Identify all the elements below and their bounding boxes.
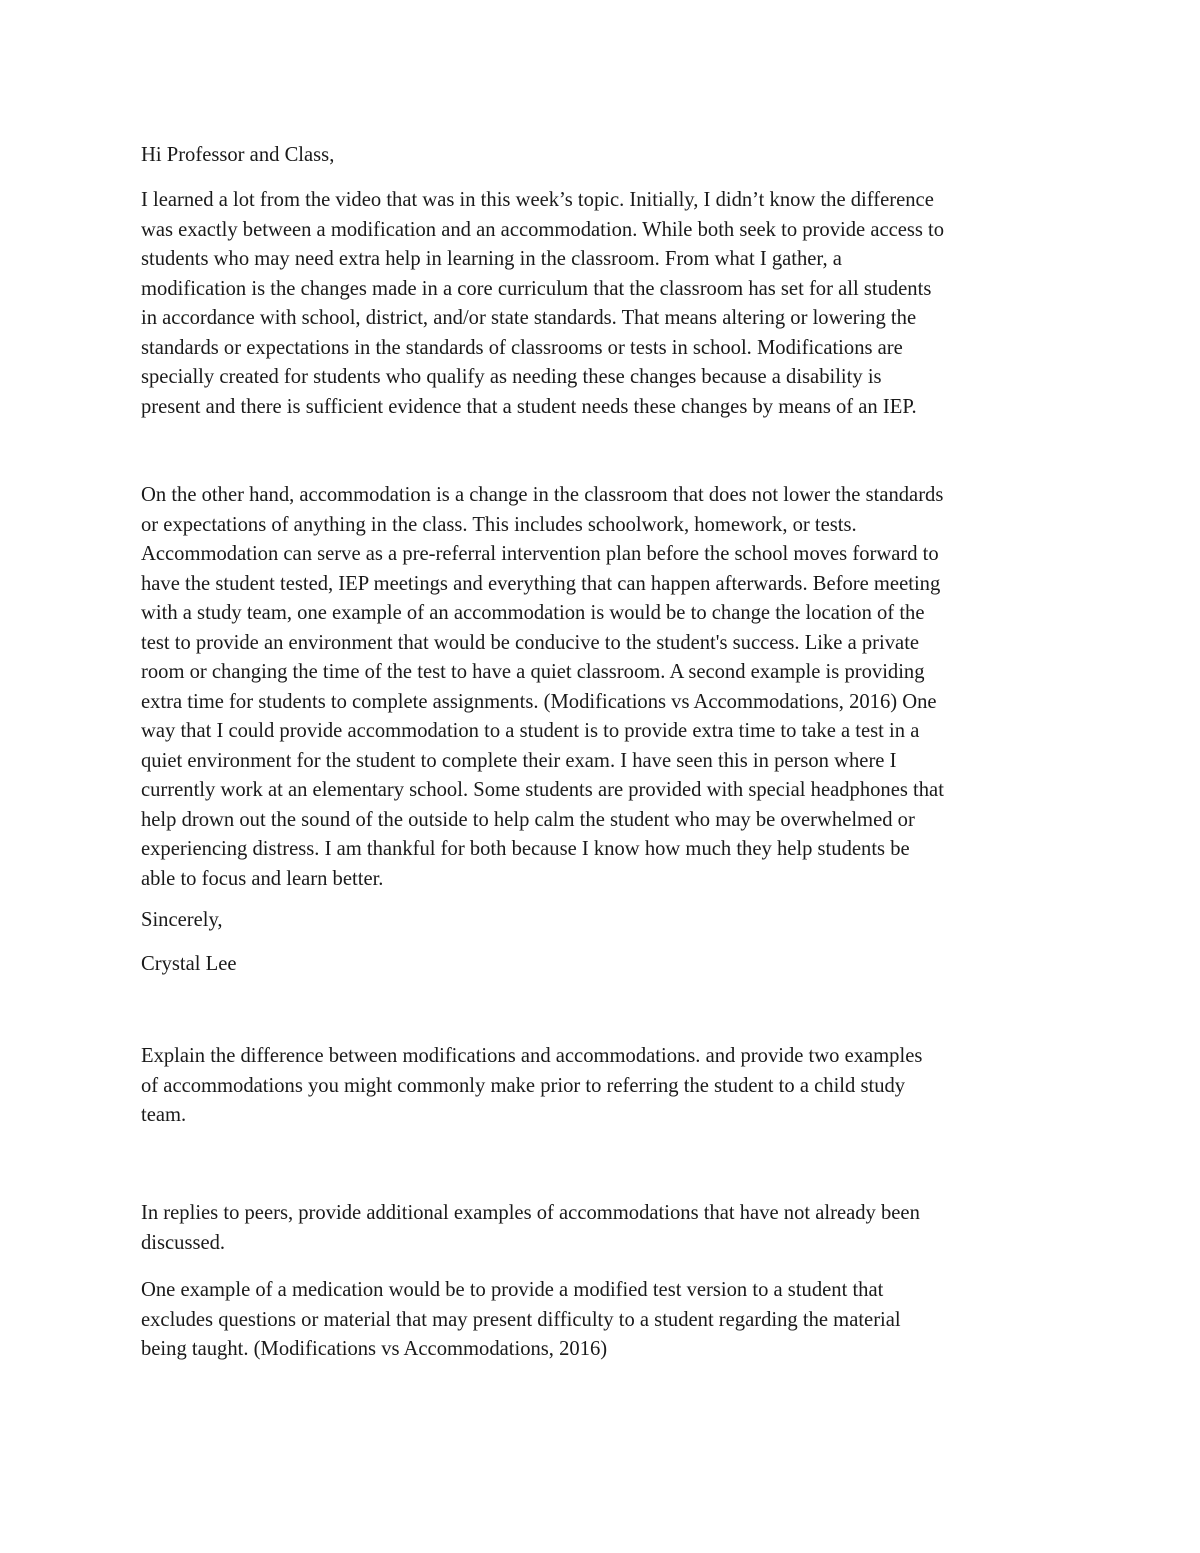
paragraph-line: I learned a lot from the video that was in this week’s topic. Initially, I didn’t know the difference [141,189,934,211]
paragraph-accommodation [141,481,1066,894]
instruction-line: In replies to peers, provide additional examples of accommodations that have not already been [141,1202,920,1224]
assignment-prompt [141,1042,1066,1131]
greeting-line: Hi Professor and Class, [141,144,335,166]
paragraph-line: experiencing distress. I am thankful for both because I know how much they help students be [141,838,910,860]
instruction-line: discussed. [141,1231,226,1254]
prompt-line: team. [141,1104,187,1126]
paragraph-line: with a study team, one example of an accommodation is would be to change the location of the [141,602,925,624]
paragraph-line: modification is the changes made in a core curriculum that the classroom has set for all students [141,277,932,300]
paragraph-line: help drown out the sound of the outside to help calm the student who may be overwhelmed or [141,808,915,831]
reply-line: One example of a medication would be to provide a modified test version to a student that [141,1279,884,1301]
closing-line: Sincerely, [141,909,223,931]
paragraph-line: Accommodation can serve as a pre-referral intervention plan before the school moves forward to [141,543,939,565]
paragraph-line: way that I could provide accommodation to a student is to provide extra time to take a test in a [141,720,920,742]
reply-paragraph [141,1276,1066,1365]
prompt-line: Explain the difference between modifications and accommodations. and provide two examples [141,1045,923,1067]
signature [141,950,1066,980]
paragraph-line: extra time for students to complete assignments. (Modifications vs Accommodations, 2016) One [141,690,937,713]
paragraph-line: in accordance with school, district, and/or state standards. That means altering or lowering the [141,307,917,329]
paragraph-line: or expectations of anything in the class. This includes schoolwork, homework, or tests. [141,513,857,536]
greeting [141,141,1066,171]
paragraph-line: test to provide an environment that would be conducive to the student's success. Like a private [141,631,920,654]
paragraph-line: specially created for students who qualify as needing these changes because a disability is [141,366,882,388]
paragraph-line: have the student tested, IEP meetings and everything that can happen afterwards. Before meeting [141,572,941,595]
paragraph-line: students who may need extra help in learning in the classroom. From what I gather, a [141,248,842,270]
paragraph-line: was exactly between a modification and an accommodation. While both seek to provide access to [141,218,945,241]
closing [141,906,1066,936]
prompt-line: of accommodations you might commonly make prior to referring the student to a child study [141,1074,906,1097]
replies-instruction [141,1199,1066,1258]
paragraph-modification [141,186,1066,422]
paragraph-line: present and there is sufficient evidence that a student needs these changes by means of an IEP. [141,395,917,418]
paragraph-line: room or changing the time of the test to have a quiet classroom. A second example is providing [141,661,925,683]
reply-line: excludes questions or material that may present difficulty to a student regarding the material [141,1308,901,1331]
paragraph-line: On the other hand, accommodation is a change in the classroom that does not lower the standards [141,484,944,506]
signature-line: Crystal Lee [141,953,237,975]
paragraph-line: able to focus and learn better. [141,867,384,890]
reply-line: being taught. (Modifications vs Accommodations, 2016) [141,1338,608,1360]
paragraph-line: quiet environment for the student to complete their exam. I have seen this in person where I [141,749,897,772]
paragraph-line: standards or expectations in the standards of classrooms or tests in school. Modifications are [141,336,903,359]
paragraph-line: currently work at an elementary school. Some students are provided with special headphones that [141,779,944,801]
